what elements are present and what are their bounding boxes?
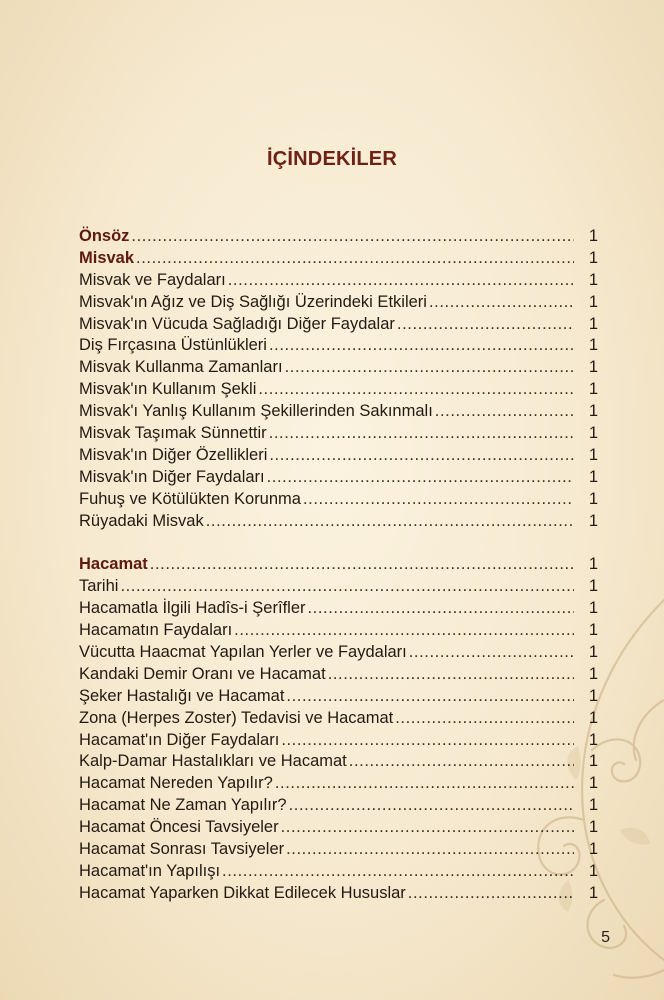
toc-entry-label: Rüyadaki Misvak xyxy=(79,511,204,530)
toc-entry-label: Misvak'ın Diğer Faydaları xyxy=(79,467,265,486)
toc-entry[interactable] xyxy=(79,467,598,489)
toc-entry-page: 1 xyxy=(588,664,598,683)
toc-entry-label: Hacamat'ın Diğer Faydaları xyxy=(79,730,280,749)
dot-leader xyxy=(397,314,574,336)
toc-entry-label: Hacamat Öncesi Tavsiyeler xyxy=(79,818,279,837)
toc-entry-page: 1 xyxy=(588,248,598,267)
dot-leader xyxy=(206,511,574,533)
dot-leader xyxy=(328,664,574,686)
toc-entry-label: Diş Fırçasına Üstünlükleri xyxy=(79,336,267,355)
toc-entry-page: 1 xyxy=(588,730,598,749)
toc-entry[interactable] xyxy=(79,839,598,861)
dot-leader xyxy=(289,795,574,817)
toc-entry-page: 1 xyxy=(588,577,598,596)
dot-leader xyxy=(269,423,574,445)
toc-entry-page: 1 xyxy=(588,336,598,355)
toc-entry-page: 1 xyxy=(588,402,598,421)
toc-entry[interactable] xyxy=(79,314,598,336)
dot-leader xyxy=(281,817,574,839)
toc-heading-entry[interactable] xyxy=(79,248,598,270)
toc-entry[interactable] xyxy=(79,795,598,817)
toc-entry-label: Hacamat xyxy=(79,555,148,574)
toc-entry[interactable] xyxy=(79,664,598,686)
toc-entry[interactable] xyxy=(79,598,598,620)
toc-entry[interactable] xyxy=(79,751,598,773)
dot-leader xyxy=(429,292,574,314)
toc-entry[interactable] xyxy=(79,861,598,883)
dot-leader xyxy=(308,598,575,620)
page-title: İÇİNDEKİLER xyxy=(267,148,397,170)
toc-entry-page: 1 xyxy=(588,270,598,289)
table-of-contents xyxy=(79,226,598,905)
dot-leader xyxy=(234,620,574,642)
toc-entry-page: 1 xyxy=(588,489,598,508)
toc-entry-page: 1 xyxy=(588,380,598,399)
toc-entry-page: 1 xyxy=(588,599,598,618)
toc-entry-page: 1 xyxy=(588,752,598,771)
toc-entry[interactable] xyxy=(79,730,598,752)
toc-entry-label: Misvak'ın Kullanım Şekli xyxy=(79,380,257,399)
toc-entry[interactable] xyxy=(79,642,598,664)
dot-leader xyxy=(269,335,574,357)
toc-entry[interactable] xyxy=(79,423,598,445)
toc-entry[interactable] xyxy=(79,773,598,795)
dot-leader xyxy=(285,357,574,379)
toc-entry-page: 1 xyxy=(588,796,598,815)
toc-entry[interactable] xyxy=(79,817,598,839)
toc-entry-label: Misvak'ı Yanlış Kullanım Şekillerinden Sakınmalı xyxy=(79,402,433,421)
toc-entry[interactable] xyxy=(79,270,598,292)
toc-entry-label: Misvak Taşımak Sünnettir xyxy=(79,424,267,443)
toc-heading-entry[interactable] xyxy=(79,226,598,248)
dot-leader xyxy=(275,773,574,795)
dot-leader xyxy=(281,730,574,752)
toc-entry[interactable] xyxy=(79,335,598,357)
dot-leader xyxy=(303,489,574,511)
toc-entry-label: Kalp-Damar Hastalıkları ve Hacamat xyxy=(79,752,347,771)
toc-entry-page: 1 xyxy=(588,424,598,443)
toc-entry-page: 1 xyxy=(588,292,598,311)
dot-leader xyxy=(409,642,574,664)
toc-entry-page: 1 xyxy=(588,708,598,727)
dot-leader xyxy=(395,708,574,730)
dot-leader xyxy=(120,576,574,598)
toc-entry-page: 1 xyxy=(588,314,598,333)
toc-entry-page: 1 xyxy=(588,358,598,377)
toc-entry[interactable] xyxy=(79,401,598,423)
toc-entry-label: Fuhuş ve Kötülükten Korunma xyxy=(79,489,301,508)
toc-entry[interactable] xyxy=(79,620,598,642)
toc-entry-label: Vücutta Haacmat Yapılan Yerler ve Faydaları xyxy=(79,643,407,662)
dot-leader xyxy=(136,248,574,270)
toc-entry-label: Hacamat'ın Yapılışı xyxy=(79,861,221,880)
toc-entry-label: Misvak'ın Vücuda Sağladığı Diğer Faydalar xyxy=(79,314,395,333)
toc-entry-label: Kandaki Demir Oranı ve Hacamat xyxy=(79,664,326,683)
dot-leader xyxy=(150,554,574,576)
toc-entry-page: 1 xyxy=(588,467,598,486)
dot-leader xyxy=(222,861,574,883)
toc-heading-entry[interactable] xyxy=(79,554,598,576)
toc-entry-label: Şeker Hastalığı ve Hacamat xyxy=(79,686,285,705)
dot-leader xyxy=(267,467,574,489)
toc-entry[interactable] xyxy=(79,489,598,511)
dot-leader xyxy=(286,686,574,708)
toc-entry-page: 1 xyxy=(588,227,598,245)
toc-entry-page: 1 xyxy=(588,511,598,530)
toc-entry-page: 1 xyxy=(588,774,598,793)
toc-entry[interactable] xyxy=(79,357,598,379)
toc-entry-label: Önsöz xyxy=(79,227,130,245)
toc-entry-label: Hacamat Ne Zaman Yapılır? xyxy=(79,796,287,815)
toc-entry-page: 1 xyxy=(588,621,598,640)
toc-entry[interactable] xyxy=(79,708,598,730)
toc-entry[interactable] xyxy=(79,576,598,598)
toc-entry[interactable] xyxy=(79,883,598,905)
toc-entry[interactable] xyxy=(79,511,598,533)
toc-entry-page: 1 xyxy=(588,643,598,662)
toc-entry[interactable] xyxy=(79,686,598,708)
toc-entry-page: 1 xyxy=(588,883,598,902)
toc-entry-page: 1 xyxy=(588,445,598,464)
toc-entry-label: Hacamat Nereden Yapılır? xyxy=(79,774,273,793)
dot-leader xyxy=(435,401,574,423)
dot-leader xyxy=(408,883,574,905)
toc-entry[interactable] xyxy=(79,292,598,314)
dot-leader xyxy=(269,445,574,467)
toc-entry-label: Misvak xyxy=(79,248,135,267)
toc-entry-label: Hacamatın Faydaları xyxy=(79,621,233,640)
toc-entry-label: Tarihi xyxy=(79,577,119,596)
dot-leader xyxy=(131,226,574,248)
dot-leader xyxy=(286,839,574,861)
toc-section xyxy=(79,226,598,532)
toc-entry-label: Hacamatla İlgili Hadîs-i Şerîfler xyxy=(79,599,306,618)
toc-entry-page: 1 xyxy=(588,686,598,705)
dot-leader xyxy=(349,751,574,773)
toc-entry-page: 1 xyxy=(588,840,598,859)
toc-entry-page: 1 xyxy=(588,818,598,837)
dot-leader xyxy=(258,379,574,401)
dot-leader xyxy=(228,270,574,292)
toc-entry-label: Zona (Herpes Zoster) Tedavisi ve Hacamat xyxy=(79,708,394,727)
toc-entry-label: Misvak ve Faydaları xyxy=(79,270,226,289)
toc-entry[interactable] xyxy=(79,445,598,467)
toc-entry-label: Hacamat Yaparken Dikkat Edilecek Hususlar xyxy=(79,883,406,902)
toc-entry-label: Hacamat Sonrası Tavsiyeler xyxy=(79,840,285,859)
toc-entry-page: 1 xyxy=(588,555,598,574)
toc-entry-label: Misvak'ın Ağız ve Diş Sağlığı Üzerindeki Etkileri xyxy=(79,292,427,311)
toc-entry-page: 1 xyxy=(588,861,598,880)
toc-entry-label: Misvak Kullanma Zamanları xyxy=(79,358,283,377)
toc-entry-label: Misvak'ın Diğer Özellikleri xyxy=(79,445,268,464)
toc-section xyxy=(79,554,598,904)
page-number: 5 xyxy=(601,929,610,946)
toc-entry[interactable] xyxy=(79,379,598,401)
